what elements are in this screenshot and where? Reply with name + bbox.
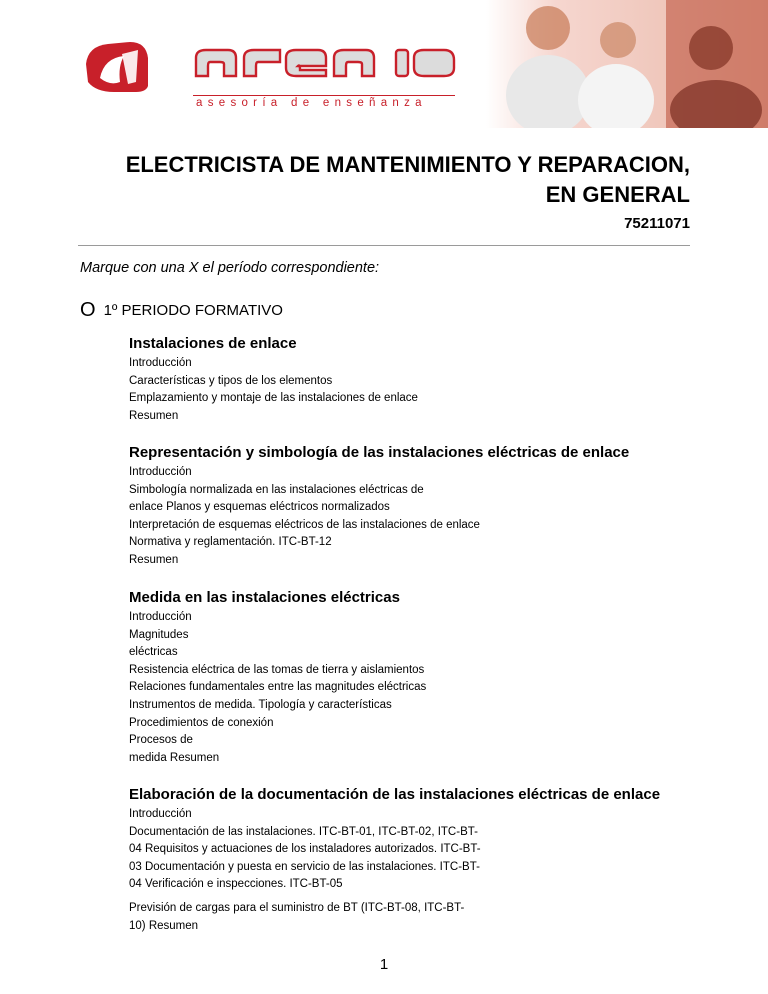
section-medida-instalaciones	[129, 589, 426, 767]
area10-logo-mark-icon	[78, 36, 458, 98]
list-item: Previsión de cargas para el suministro de BT (ITC-BT-08, ITC-BT-	[129, 901, 465, 914]
section-representacion-simbologia	[129, 444, 629, 570]
list-item: Resumen	[129, 553, 179, 566]
list-item: Resumen	[129, 409, 179, 422]
list-item: Introducción	[129, 808, 192, 820]
list-item: Instrumentos de medida. Tipología y características	[129, 698, 392, 711]
section-heading: Representación y simbología de las instalaciones eléctricas de enlace	[129, 444, 630, 461]
section-heading: Elaboración de la documentación de las instalaciones eléctricas de enlace	[129, 786, 661, 803]
instruction-text: Marque con una X el período correspondiente:	[80, 260, 380, 276]
list-item: Resistencia eléctrica de las tomas de tierra y aislamientos	[129, 663, 425, 676]
period-checkbox-circle[interactable]: O	[80, 299, 96, 321]
list-item: Introducción	[129, 466, 192, 478]
page-number: 1	[379, 956, 389, 973]
list-item: 04 Verificación e inspecciones. ITC-BT-05	[129, 878, 343, 891]
list-item: Emplazamiento y montaje de las instalaciones de enlace	[129, 392, 418, 405]
list-item: Normativa y reglamentación. ITC-BT-12	[129, 536, 332, 549]
list-item: eléctricas	[129, 646, 178, 659]
list-item: Relaciones fundamentales entre las magnitudes eléctricas	[129, 681, 427, 694]
period-label: 1º PERIODO FORMATIVO	[103, 302, 283, 319]
section-heading: Medida en las instalaciones eléctricas	[129, 589, 400, 606]
document-title-line1: ELECTRICISTA DE MANTENIMIENTO Y REPARACION,	[125, 152, 690, 177]
list-item: Introducción	[129, 357, 192, 369]
list-item: Simbología normalizada en las instalaciones eléctricas de	[129, 483, 424, 496]
list-item: Características y tipos de los elementos	[129, 374, 333, 387]
list-item: 10) Resumen	[129, 919, 199, 932]
course-code: 75211071	[624, 215, 690, 232]
list-item: Interpretación de esquemas eléctricos de las instalaciones de enlace	[129, 518, 480, 531]
header-divider	[78, 245, 690, 246]
period-option[interactable]	[80, 299, 283, 322]
list-item: medida Resumen	[129, 751, 220, 764]
list-item: Procedimientos de conexión	[129, 716, 274, 729]
list-item: enlace Planos y esquemas eléctricos normalizados	[129, 501, 390, 514]
section-elaboracion-documentacion	[129, 786, 660, 935]
list-item: Documentación de las instalaciones. ITC-BT-01, ITC-BT-02, ITC-BT-	[129, 825, 478, 838]
list-item: Magnitudes	[129, 628, 189, 641]
list-item: Introducción	[129, 611, 192, 623]
tagline-divider	[193, 95, 455, 96]
section-instalaciones-de-enlace	[129, 335, 418, 425]
document-title-line2: EN GENERAL	[545, 182, 690, 207]
section-heading: Instalaciones de enlace	[129, 335, 297, 352]
list-item: 04 Requisitos y actuaciones de los instaladores autorizados. ITC-BT-	[129, 843, 481, 856]
page-header	[0, 0, 768, 128]
people-collage-photo	[486, 0, 768, 128]
list-item: 03 Documentación y puesta en servicio de las instalaciones. ITC-BT-	[129, 860, 480, 873]
logo-tagline: asesoría de enseñanza	[196, 97, 427, 109]
list-item: Procesos de	[129, 734, 193, 747]
